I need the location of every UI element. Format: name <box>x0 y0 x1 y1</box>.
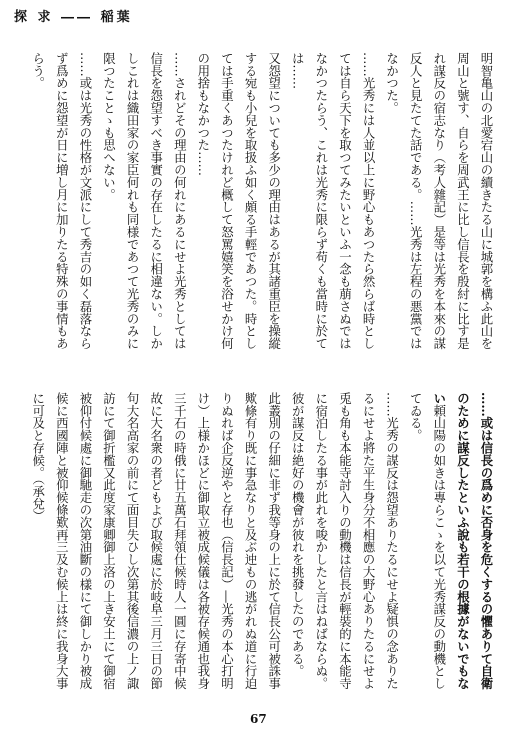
page-number: 67 <box>250 712 267 726</box>
lower-body-passage: 頼山陽の如きは專らこゝを以て光秀謀反の動機としてゐる。 ……光秀の謀反は怨望ありたるにせよ疑惧の念ありたるにせよ將た平生身分不相應の大野心ありたるにせよ兎も角も本能寺討入りの動機は信長が輕裝的に本能寺に宿泊したる事が此れを唆かしたと言はねばならぬ。彼が謀反は絶好の機會が彼れを挑發したのである。 此叢別の仔細に非ず我等身の上に於て信長公可被誅事歟條有り既に事急なりと及ぶ迚もの逃がれぬ道に行迫りぬれば企反逆やと存也（信長記）―光秀の本心打明け）上様かほどに御取立被成候儀は各被存候通也我身三千石の時俄に廿五萬石拜領仕候時人一圓に存寄中候故に大名衆の者どもよび取候處に於岐阜三月三日の節句大名高家の前にて面目失ひし次第其後信濃の上ノ諏訪にて御折檻又此度家康卿御上洛の上き安土にて御宿被仰付候處に御馳走の次第油斷の樣にて御しかり被成候に西國陣と被仰候條歎再三及む候上は終に我身大事に可及と存候。（承兌） <box>30 392 447 690</box>
running-header: 探 求 ―― 稲葉 <box>14 10 133 25</box>
lower-vertical-text <box>8 392 498 692</box>
lower-bold-passage: ……或は信長の爲めに否身を危くするの懼ありて自衛のために謀反したといふ說も若干の根據がないでもない <box>431 392 494 690</box>
lower-text-block <box>8 392 498 692</box>
upper-text-block <box>8 52 498 352</box>
upper-vertical-text: 明智亀山の北愛宕山の續きたる山に城郭を構ふ此山を周山と號す、自らを周武王に比し信長を殷紂に比す是れ謀反の宿志なり（考人雜記）是等は光秀を本來の謀反人と見たてた話である。……光秀は左程の悪黨ではなかつた。 ……光秀には人並以上に野心もあつたら然らば時としては自ら天下を取つてみたいといふ一念も萠さぬではなかつたらう、これは光秀に限らず苟くも當時に於ては…… 又怨望についても多少の理由はあるが其諸重臣を操縱する宛も小兒を取扱ふ如く頗る手輕であつた。時としては手重くあつたけれど概して怒罵嬉笑を浴せかけ何の用捨もなかつた…… ……されどその理由の何れにあるにせよ光秀としては信長を怨望すべき事實の存在したるに相違ない。しかしこれは織田家の家臣何れも同様であつて光秀のみに限つたことゝも思へない。 ……或は光秀の性格が文派にして秀吉の如く磊落ならず爲めに怨望が日に増し月に加りたる特殊の事情もあらう。 <box>30 52 494 350</box>
